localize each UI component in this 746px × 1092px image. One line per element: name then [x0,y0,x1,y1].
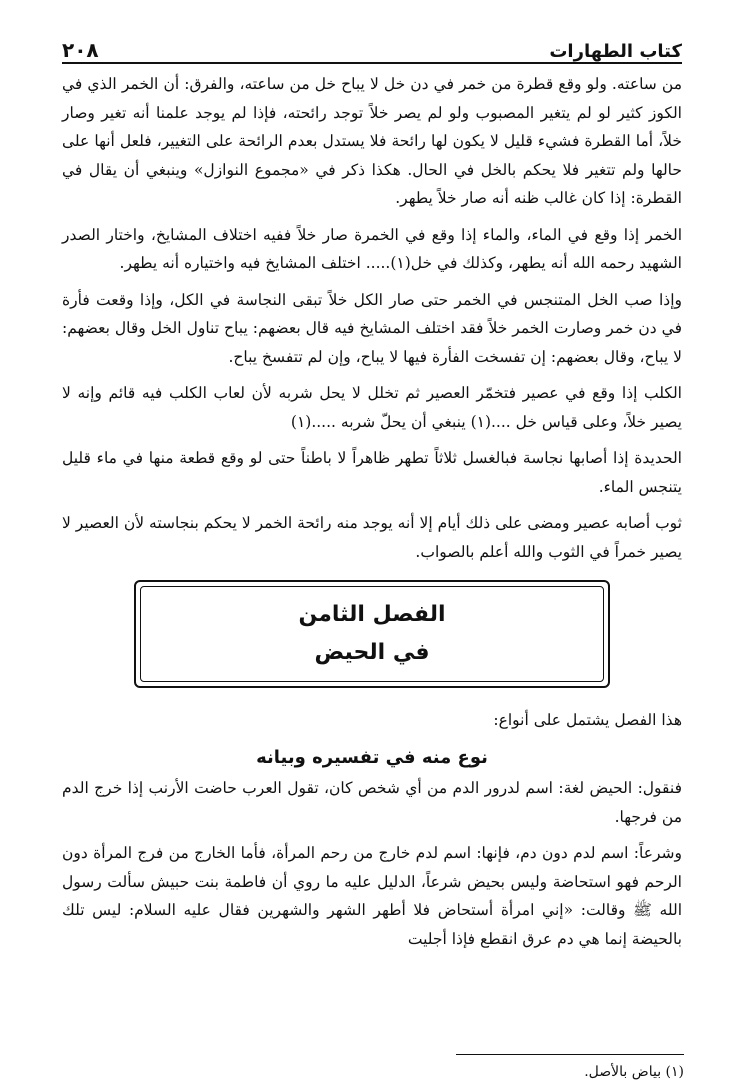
paragraph: الخمر إذا وقع في الماء، والماء إذا وقع في الخمرة صار خلاً ففيه اختلاف المشايخ، واختار الصدر الشهيد رحمه الله أنه يطهر، وكذلك في خل(١)..... اختلف المشايخ فيه واختياره أنه يطهر. [62,225,682,272]
paragraph: الحديدة إذا أصابها نجاسة فبالغسل ثلاثاً تطهر ظاهراً لا باطناً حتى لو وقع قطعة منها في ماء قليل يتنجس الماء. [62,449,682,496]
body-text [62,70,682,953]
book-title: كتاب الطهارات [549,41,682,62]
footnote: (١) بياض بالأصل. [584,1064,684,1080]
paragraph: ثوب أصابه عصير ومضى على ذلك أيام إلا أنه يوجد منه رائحة الخمر لا يحكم بنجاسته لأن العصير لا يصير خمراً في الثوب والله أعلم بالصواب. [62,514,682,561]
paragraph: الكلب إذا وقع في عصير فتخمّر العصير ثم تخلل لا يحل شربه لأن لعاب الكلب فيه قائم وإنه لا يصير خلاً، وعلى قياس خل ....(١) ينبغي أن يحلّ شربه .....(١) [62,384,682,431]
paragraph: من ساعته. ولو وقع قطرة من خمر في دن خل لا يباح خل من ساعته، والفرق: أن الخمر الذي في الكوز كثير لو لم يتغير المصبوب ولو لم يصر خلاً توجد رائحته، فإذا لم يوجد علمنا أنه تغير وصار خلاً، أما القطرة فشيء قليل لا يكون لها رائحة فلا يستدل بعدم الرائحة على التغيير، فلعل أنها على حالها ولم تتغير فلا يحكم بالخل في الحال. هكذا ذكر في «مجموع النوازل» وينبغي أن يقال في القطرة: إذا كان غالب ظنه أنه صار خلاً يطهر. [62,75,682,207]
section-title-frame [134,580,610,688]
paragraph: وشرعاً: اسم لدم دون دم، فإنها: اسم لدم خارج من رحم المرأة، فأما الخارج من فرج المرأة دون الرحم فهو استحاضة وليس بحيض شرعاً، الدليل عليه ما روي أن فاطمة بنت حبيش سألت رسول الله ﷺ وقالت: «إني امرأة أستحاض فلا أطهر الشهر والشهرين فقال عليه السلام: ليس تلك بالحيضة إنما هي دم عرق انقطع فإذا أجليت [62,844,682,948]
document-page [62,30,682,953]
page-number: ٢٠٨ [62,38,99,62]
footnote-divider [456,1054,684,1055]
subheading: نوع منه في تفسيره وبيانه [256,747,488,768]
section-intro: هذا الفصل يشتمل على أنواع: [493,711,682,729]
page-header [62,30,682,64]
section-subtitle: في الحيض [314,640,430,665]
section-title: الفصل الثامن [298,602,446,627]
paragraph: فنقول: الحيض لغة: اسم لدرور الدم من أي شخص كان، تقول العرب حاضت الأرنب إذا خرج الدم من فرجها. [62,779,682,826]
paragraph: وإذا صب الخل المتنجس في الخمر حتى صار الكل خلاً تبقى النجاسة في الكل، وإذا وقعت فأرة في دن خمر وصارت الخمر خلاً فقد اختلف المشايخ فيه قال بعضهم: يباح تناول الخل وقال بعضهم: لا يباح، وقال بعضهم: إن تفسخت الفأرة فيها لا يباح، وإن لم تتفسخ يباح. [62,290,682,366]
